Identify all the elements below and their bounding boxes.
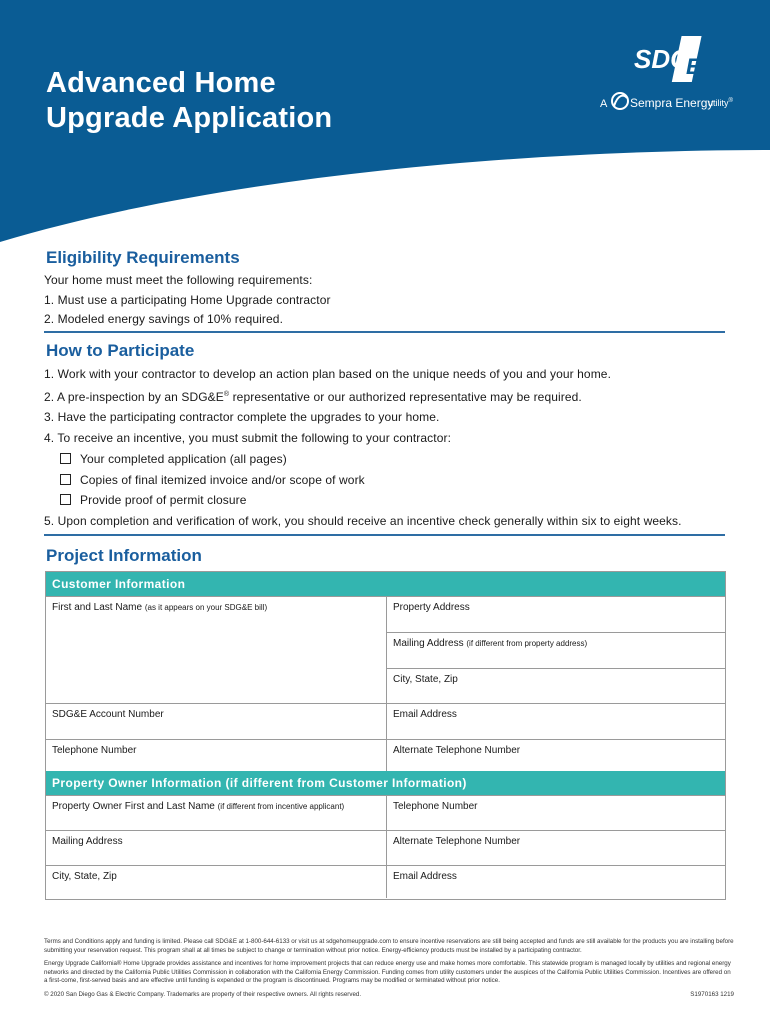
registered-mark: ®: [223, 390, 230, 398]
sdge-logo: [598, 34, 738, 118]
field-label: Mailing Address: [393, 638, 464, 649]
field-label: City, State, Zip: [52, 871, 117, 882]
field-label: City, State, Zip: [393, 674, 458, 685]
sdge-logo-mark: [632, 34, 704, 84]
field-label: Email Address: [393, 709, 457, 720]
field-label: Alternate Telephone Number: [393, 745, 521, 756]
svg-text:SDG: SDG: [634, 44, 691, 74]
checkbox[interactable]: [60, 453, 71, 464]
terms-paragraph: Terms and Conditions apply and funding is limited. Please call SDG&E at 1-800-644-6133 or visit us at sdgehomeupgrade.com to ensure incentive reservations are still being accepted and funds are still available for the products you are installing before submitting your reservation request. This program shall at all times be subject to change or termination without prior notice. Energy-efficiency products must be installed by a participating contractor.: [44, 938, 734, 954]
city-state-zip-field[interactable]: [386, 668, 725, 703]
step-2: [44, 385, 744, 408]
eligibility-list: [44, 271, 744, 330]
field-label: Property Owner First and Last Name: [52, 801, 215, 812]
step-5: 5. Upon completion and verification of work, you should receive an incentive check generally within six to eight weeks.: [44, 513, 682, 528]
field-note: (if different from incentive applicant): [217, 802, 345, 811]
tagline-prefix: A: [600, 98, 608, 110]
project-information-heading: Project Information: [46, 546, 202, 565]
field-label: SDG&E Account Number: [52, 709, 164, 720]
tagline-registered: ®: [728, 98, 733, 104]
tagline-suffix: [708, 98, 733, 108]
footer-line: [44, 991, 734, 1001]
form-code: S1970163 1219: [690, 990, 734, 998]
owner-email-address-field[interactable]: [386, 865, 725, 898]
field-label: Property Address: [393, 602, 470, 613]
field-label: Mailing Address: [52, 836, 123, 847]
sempra-swirl-icon: [610, 90, 630, 112]
section-divider: [44, 331, 725, 333]
field-label: Telephone Number: [393, 801, 478, 812]
owner-city-state-zip-field[interactable]: [46, 865, 386, 898]
eligibility-item: 2. Modeled energy savings of 10% required.: [44, 312, 284, 326]
step-3: 3. Have the participating contractor complete the upgrades to your home.: [44, 410, 440, 425]
customer-information-band: Customer Information: [46, 572, 725, 596]
owner-information-table: [45, 771, 726, 900]
section-divider: [44, 534, 725, 536]
page-title: [46, 66, 332, 136]
field-label: Alternate Telephone Number: [393, 836, 521, 847]
participation-steps: [44, 364, 744, 532]
account-number-field[interactable]: [46, 703, 386, 739]
owner-information-band: Property Owner Information (if different from Customer Information): [46, 771, 725, 795]
step-2-text-b: representative or our authorized representative may be required.: [229, 389, 582, 404]
field-note: (as it appears on your SDG&E bill): [144, 603, 268, 612]
step-2-text-a: 2. A pre-inspection by an SDG&E: [44, 389, 224, 404]
copyright: © 2020 San Diego Gas & Electric Company. Trademarks are property of their respective owners. All rights reserved.: [44, 990, 362, 998]
checklist-label: Your completed application (all pages): [80, 451, 287, 466]
owner-name-field[interactable]: [46, 795, 386, 830]
telephone-field[interactable]: [46, 739, 386, 771]
owner-telephone-field[interactable]: [386, 795, 725, 830]
email-address-field[interactable]: [386, 703, 725, 739]
fine-print: [44, 938, 734, 1001]
eligibility-heading: Eligibility Requirements: [46, 248, 240, 267]
tagline-suffix-text: utility: [708, 98, 729, 108]
alternate-telephone-field[interactable]: [386, 739, 725, 771]
field-label: Telephone Number: [52, 745, 137, 756]
title-line-2: Upgrade Application: [46, 102, 333, 134]
property-address-field[interactable]: [386, 596, 725, 632]
step-1: 1. Work with your contractor to develop an action plan based on the unique needs of you and your home.: [44, 367, 611, 381]
tagline-brand: Sempra Energy: [630, 96, 714, 110]
owner-alternate-telephone-field[interactable]: [386, 830, 725, 865]
mailing-address-field[interactable]: [386, 632, 725, 668]
sempra-tagline: [598, 90, 738, 116]
checklist-item[interactable]: [44, 470, 744, 491]
checklist-item[interactable]: [44, 449, 744, 470]
checklist-label: Copies of final itemized invoice and/or scope of work: [80, 472, 365, 487]
title-line-1: Advanced Home: [46, 67, 276, 99]
how-to-participate-heading: How to Participate: [46, 341, 195, 360]
program-paragraph: Energy Upgrade California® Home Upgrade provides assistance and incentives for home improvement projects that can reduce energy use and make homes more comfortable. This statewide program is managed locally by utilities and regional energy networks and directed by the California Public Utilities Commission in collaboration with the California Energy Commission. Funding comes from utility customers under the auspices of the California Public Utilities Commission. Incentives are offered on a first-come, first-served basis and are effective until funding is expended or the program is discontinued. Programs may be modified or terminated without prior notice.: [44, 960, 731, 985]
step-4: 4. To receive an incentive, you must submit the following to your contractor:: [44, 431, 452, 446]
field-label: First and Last Name: [52, 602, 143, 613]
checkbox[interactable]: [60, 474, 71, 485]
checklist-label: Provide proof of permit closure: [80, 493, 247, 508]
field-note: (if different from property address): [466, 639, 588, 648]
checklist-item[interactable]: [44, 490, 744, 511]
eligibility-intro: Your home must meet the following requirements:: [44, 273, 313, 287]
customer-name-field[interactable]: [46, 596, 386, 703]
svg-text:E: E: [686, 54, 701, 79]
eligibility-item: 1. Must use a participating Home Upgrade contractor: [44, 292, 331, 307]
field-label: Email Address: [393, 871, 457, 882]
owner-mailing-address-field[interactable]: [46, 830, 386, 865]
checkbox[interactable]: [60, 494, 71, 505]
